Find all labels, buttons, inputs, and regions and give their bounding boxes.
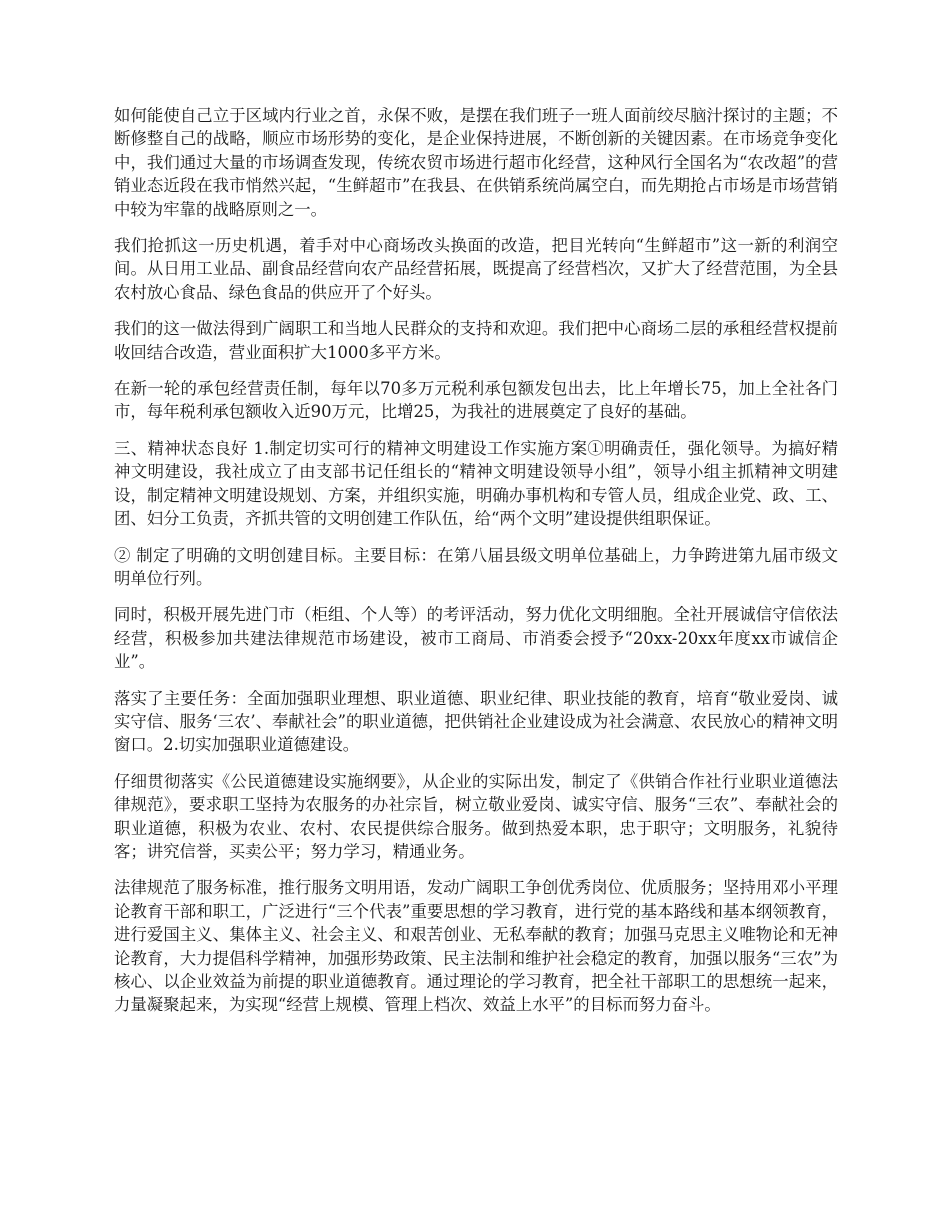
paragraph-6: ② 制定了明确的文明创建目标。主要目标：在第八届县级文明单位基础上，力争跨进第九届市级文明单位行列。 (114, 545, 838, 588)
paragraph-4: 在新一轮的承包经营责任制，每年以70多万元税利承包额发包出去，比上年增长75，加上全社各门市，每年税利承包额收入近90万元，比增25，为我社的进展奠定了良好的基础。 (114, 379, 838, 422)
paragraph-10: 法律规范了服务标准，推行服务文明用语，发动广阔职工争创优秀岗位、优质服务；坚持用邓小平理论教育干部和职工，广泛进行“三个代表”重要思想的学习教育，进行党的基本路线和基本纲领教育，进行爱国主义、集体主义、社会主义、和艰苦创业、无私奉献的教育；加强马克思主义唯物论和无神论教育，大力提倡科学精神，加强形势政策、民主法制和维护社会稳定的教育，加强以服务“三农”为核心、以企业效益为前提的职业道德教育。通过理论的学习教育，把全社干部职工的思想统一起来，力量凝聚起来，为实现“经营上规模、管理上档次、效益上水平”的目标而努力奋斗。 (114, 878, 838, 1015)
paragraph-2: 我们抢抓这一历史机遇，着手对中心商场改头换面的改造，把目光转向“生鲜超市”这一新的利润空间。从日用工业品、副食品经营向农产品经营拓展，既提高了经营档次，又扩大了经营范围，为全县农村放心食品、绿色食品的供应开了个好头。 (114, 236, 838, 302)
paragraph-8: 落实了主要任务：全面加强职业理想、职业道德、职业纪律、职业技能的教育，培育“敬业爱岗、诚实守信、服务‘三农’、奉献社会”的职业道德，把供销社企业建设成为社会满意、农民放心的精神文明窗口。2.切实加强职业道德建设。 (114, 688, 838, 755)
paragraph-7: 同时，积极开展先进门市（柜组、个人等）的考评活动，努力优化文明细胞。全社开展诚信守信依法经营，积极参加共建法律规范市场建设，被市工商局、市消委会授予“20xx-20xx年度xx市诚信企业”。 (114, 605, 838, 672)
paragraph-1: 如何能使自己立于区域内行业之首，永保不败，是摆在我们班子一班人面前绞尽脑汁探讨的主题；不断修整自己的战略，顺应市场形势的变化，是企业保持进展，不断创新的关键因素。在市场竞争变化中，我们通过大量的市场调查发现，传统农贸市场进行超市化经营，这种风行全国名为“农改超”的营销业态近段在我市悄然兴起，“生鲜超市”在我县、在供销系统尚属空白，而先期抢占市场是市场营销中较为牢靠的战略原则之一。 (114, 106, 838, 219)
paragraph-9: 仔细贯彻落实《公民道德建设实施纲要》，从企业的实际出发，制定了《供销合作社行业职业道德法律规范》，要求职工坚持为农服务的办社宗旨，树立敬业爱岗、诚实守信、服务“三农”、奉献社会的职业道德，积极为农业、农村、农民提供综合服务。做到热爱本职，忠于职守；文明服务，礼貌待客；讲究信誉，买卖公平；努力学习，精通业务。 (114, 771, 838, 861)
paragraph-3: 我们的这一做法得到广阔职工和当地人民群众的支持和欢迎。我们把中心商场二层的承租经营权提前收回结合改造，营业面积扩大1000多平方米。 (114, 319, 838, 362)
paragraph-5: 三、精神状态良好 1.制定切实可行的精神文明建设工作实施方案①明确责任，强化领导。为搞好精神文明建设，我社成立了由支部书记任组长的“精神文明建设领导小组”，领导小组主抓精神文明建设，制定精神文明建设规划、方案，并组织实施，明确办事机构和专管人员，组成企业党、政、工、团、妇分工负责，齐抓共管的文明创建工作队伍，给“两个文明”建设提供组职保证。 (114, 438, 838, 529)
document-body (114, 104, 838, 1030)
